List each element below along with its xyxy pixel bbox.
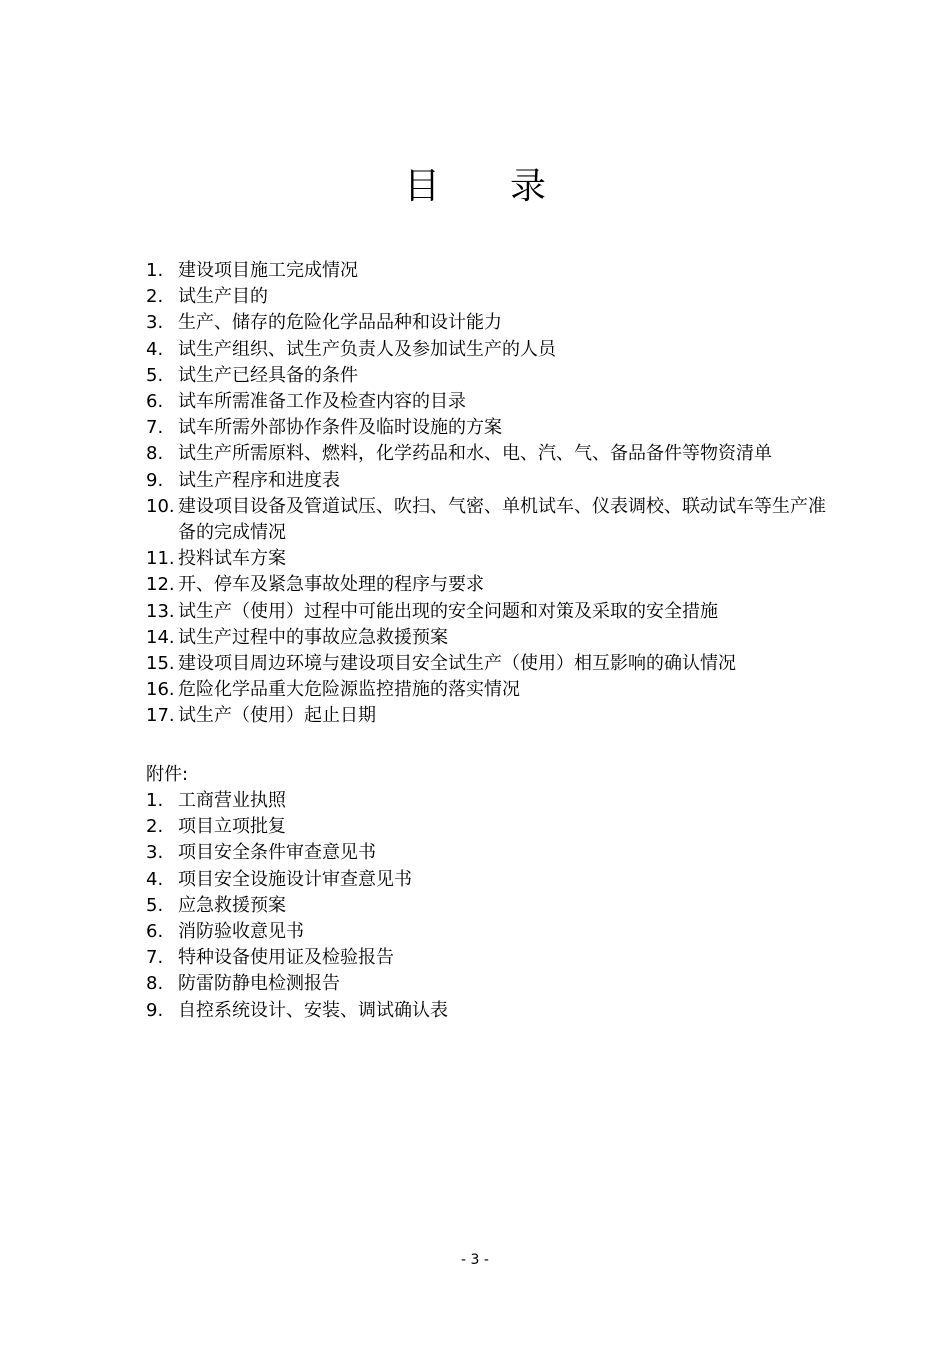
attachment-item-text: 自控系统设计、安装、调试确认表 bbox=[178, 999, 448, 1021]
attachment-item-number: 6. bbox=[146, 921, 164, 943]
toc-item-text: 生产、储存的危险化学品品种和设计能力 bbox=[178, 312, 502, 334]
toc-item-number: 16. bbox=[146, 679, 175, 701]
attachment-item-text: 工商营业执照 bbox=[178, 790, 286, 811]
attachment-item bbox=[146, 788, 826, 814]
toc-item-text: 建设项目施工完成情况 bbox=[178, 260, 358, 281]
attachment-item-number: 4. bbox=[146, 868, 164, 890]
attachment-item-number: 8. bbox=[146, 973, 164, 995]
toc-item-text: 试生产目的 bbox=[178, 286, 268, 308]
attachment-item-number: 5. bbox=[146, 894, 164, 916]
toc-item-text: 试生产所需原料、燃料，化学药品和水、电、汽、气、备品备件等物资清单 bbox=[178, 443, 772, 465]
toc-item-number: 17. bbox=[146, 705, 175, 727]
toc-item bbox=[146, 363, 826, 389]
toc-item bbox=[146, 389, 826, 415]
page-title-char-2: 录 bbox=[510, 166, 547, 207]
toc-item-text: 建设项目设备及管道试压、吹扫、气密、单机试车、仪表调校、联动试车等生产准备的完成情况 bbox=[178, 495, 826, 544]
toc-item-number: 12. bbox=[146, 574, 175, 596]
attachment-item-text: 项目安全设施设计审查意见书 bbox=[178, 868, 412, 890]
toc-item-text: 试车所需准备工作及检查内容的目录 bbox=[178, 391, 466, 413]
toc-item-number: 2. bbox=[146, 286, 164, 308]
toc-item-number: 5. bbox=[146, 364, 164, 386]
attachment-item-number: 7. bbox=[146, 947, 164, 969]
attachment-item bbox=[146, 893, 826, 919]
page-number: - 3 - bbox=[461, 1252, 489, 1268]
toc-list bbox=[146, 258, 826, 730]
attachment-item bbox=[146, 814, 826, 840]
attachment-item-number: 1. bbox=[146, 790, 164, 811]
toc-item bbox=[146, 284, 826, 310]
toc-item-text: 建设项目周边环境与建设项目安全试生产（使用）相互影响的确认情况 bbox=[178, 653, 736, 675]
toc-item-number: 10. bbox=[146, 495, 175, 517]
toc-item-text: 投料试车方案 bbox=[178, 548, 286, 570]
attachment-item-text: 项目立项批复 bbox=[178, 816, 286, 838]
attachment-item-number: 2. bbox=[146, 816, 164, 838]
toc-item bbox=[146, 468, 826, 494]
attachment-item-number: 3. bbox=[146, 842, 164, 864]
toc-item-number: 3. bbox=[146, 312, 164, 334]
attachment-item bbox=[146, 919, 826, 945]
attachment-item bbox=[146, 945, 826, 971]
toc-item bbox=[146, 337, 826, 363]
toc-item bbox=[146, 494, 826, 546]
toc-item bbox=[146, 599, 826, 625]
toc-item bbox=[146, 258, 826, 284]
toc-item-number: 7. bbox=[146, 417, 164, 439]
toc-item-number: 8. bbox=[146, 443, 164, 465]
toc-item-text: 试生产程序和进度表 bbox=[178, 469, 340, 491]
attachment-item-text: 消防验收意见书 bbox=[178, 921, 304, 943]
toc-item-number: 4. bbox=[146, 338, 164, 360]
toc-item-number: 13. bbox=[146, 600, 175, 622]
attachment-item bbox=[146, 840, 826, 866]
toc-item-text: 试生产（使用）过程中可能出现的安全问题和对策及采取的安全措施 bbox=[178, 600, 718, 622]
attachment-item-number: 9. bbox=[146, 999, 164, 1021]
toc-item bbox=[146, 310, 826, 336]
toc-item bbox=[146, 441, 826, 467]
toc-item bbox=[146, 651, 826, 677]
page-title bbox=[0, 163, 950, 211]
toc-item-text: 开、停车及紧急事故处理的程序与要求 bbox=[178, 574, 484, 596]
toc-item-number: 11. bbox=[146, 548, 175, 570]
toc-item bbox=[146, 625, 826, 651]
attachment-item-text: 应急救援预案 bbox=[178, 894, 286, 916]
attachment-item-text: 特种设备使用证及检验报告 bbox=[178, 947, 394, 969]
toc-item-text: 试生产过程中的事故应急救援预案 bbox=[178, 626, 448, 648]
toc-item bbox=[146, 703, 826, 729]
toc-item bbox=[146, 677, 826, 703]
attachment-item-text: 项目安全条件审查意见书 bbox=[178, 842, 376, 864]
attachment-item bbox=[146, 971, 826, 997]
toc-item-number: 6. bbox=[146, 391, 164, 413]
toc-item-number: 1. bbox=[146, 260, 164, 281]
toc-item bbox=[146, 546, 826, 572]
toc-item-text: 危险化学品重大危险源监控措施的落实情况 bbox=[178, 679, 520, 701]
toc-item-text: 试生产（使用）起止日期 bbox=[178, 705, 376, 727]
toc-item-number: 9. bbox=[146, 469, 164, 491]
toc-item-number: 15. bbox=[146, 653, 175, 675]
attachment-item-text: 防雷防静电检测报告 bbox=[178, 973, 340, 995]
toc-item-number: 14. bbox=[146, 626, 175, 648]
attachment-item bbox=[146, 998, 826, 1024]
attachments-list bbox=[146, 788, 826, 1024]
attachments-label: 附件: bbox=[146, 764, 189, 785]
toc-item-text: 试生产已经具备的条件 bbox=[178, 364, 358, 386]
toc-item-text: 试生产组织、试生产负责人及参加试生产的人员 bbox=[178, 338, 556, 360]
toc-item bbox=[146, 572, 826, 598]
toc-item bbox=[146, 415, 826, 441]
toc-item-text: 试车所需外部协作条件及临时设施的方案 bbox=[178, 417, 502, 439]
attachment-item bbox=[146, 867, 826, 893]
page-title-char-1: 目 bbox=[403, 166, 440, 207]
